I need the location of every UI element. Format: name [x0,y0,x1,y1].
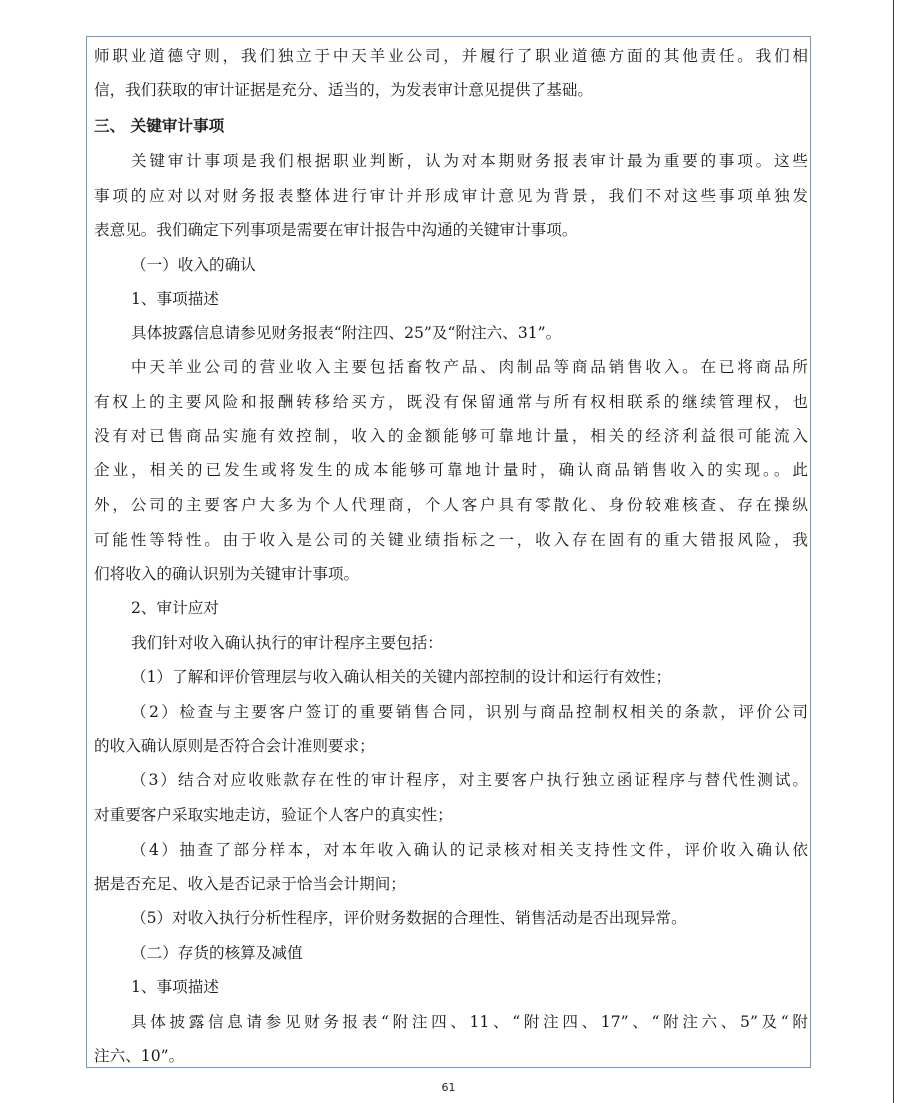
text-line: 有权上的主要风险和报酬转移给买方，既没有保留通常与所有权相联系的继续管理权，也 [94,393,808,411]
text-line: 们将收入的确认识别为关键审计事项。 [94,565,360,583]
text-line: 中天羊业公司的营业收入主要包括畜牧产品、肉制品等商品销售收入。在已将商品所 [131,358,808,376]
list-item: （5）对收入执行分析性程序，评价财务数据的合理性、销售活动是否出现异常。 [131,909,687,927]
item-heading: 1、事项描述 [131,978,219,996]
subsection-heading: （一）收入的确认 [131,256,256,274]
list-item: （1）了解和评价管理层与收入确认相关的关键内部控制的设计和运行有效性； [131,668,672,686]
text-line: 对重要客户采取实地走访，验证个人客户的真实性； [94,806,453,824]
text-line: 事项的应对以对财务报表整体进行审计并形成审计意见为背景，我们不对这些事项单独发 [94,187,808,205]
text-line: 可能性等特性。由于收入是公司的关键业绩指标之一，收入存在固有的重大错报风险，我 [94,531,808,549]
page-number: 61 [441,1081,456,1094]
text-line: 企业，相关的已发生或将发生的成本能够可靠地计量时，确认商品销售收入的实现。。此 [94,461,808,479]
list-item: （4）抽查了部分样本，对本年收入确认的记录核对相关支持性文件，评价收入确认依 [131,841,808,859]
text-line: 的收入确认原则是否符合会计准则要求； [94,737,375,755]
list-item: （2）检查与主要客户签订的重要销售合同，识别与商品控制权相关的条款，评价公司 [131,703,808,721]
text-line: 具体披露信息请参见财务报表“附注四、11、“附注四、17”、“附注六、5”及“附 [131,1013,808,1031]
text-line: 外，公司的主要客户大多为个人代理商，个人客户具有零散化、身份较难核查、存在操纵 [94,496,808,514]
text-line: 具体披露信息请参见财务报表“附注四、25”及“附注六、31”。 [131,324,562,342]
text-line: 信，我们获取的审计证据是充分、适当的，为发表审计意见提供了基础。 [94,81,594,99]
text-line: 我们针对收入确认执行的审计程序主要包括： [131,634,443,652]
item-heading: 1、事项描述 [131,290,219,308]
item-heading: 2、审计应对 [131,599,219,617]
text-line: 表意见。我们确定下列事项是需要在审计报告中沟通的关键审计事项。 [94,221,578,239]
section-heading: 三、 关键审计事项 [94,116,225,135]
text-line: 据是否充足、收入是否记录于恰当会计期间； [94,875,406,893]
page-edge-rule [893,0,894,1103]
text-line: 没有对已售商品实施有效控制，收入的金额能够可靠地计量，相关的经济利益很可能流入 [94,427,808,445]
list-item: （3）结合对应收账款存在性的审计程序，对主要客户执行独立函证程序与替代性测试。 [131,771,808,789]
text-line: 关键审计事项是我们根据职业判断，认为对本期财务报表审计最为重要的事项。这些 [131,152,808,170]
text-line: 注六、10”。 [94,1047,185,1065]
text-line: 师职业道德守则，我们独立于中天羊业公司，并履行了职业道德方面的其他责任。我们相 [94,47,808,65]
subsection-heading: （二）存货的核算及减值 [131,944,303,962]
